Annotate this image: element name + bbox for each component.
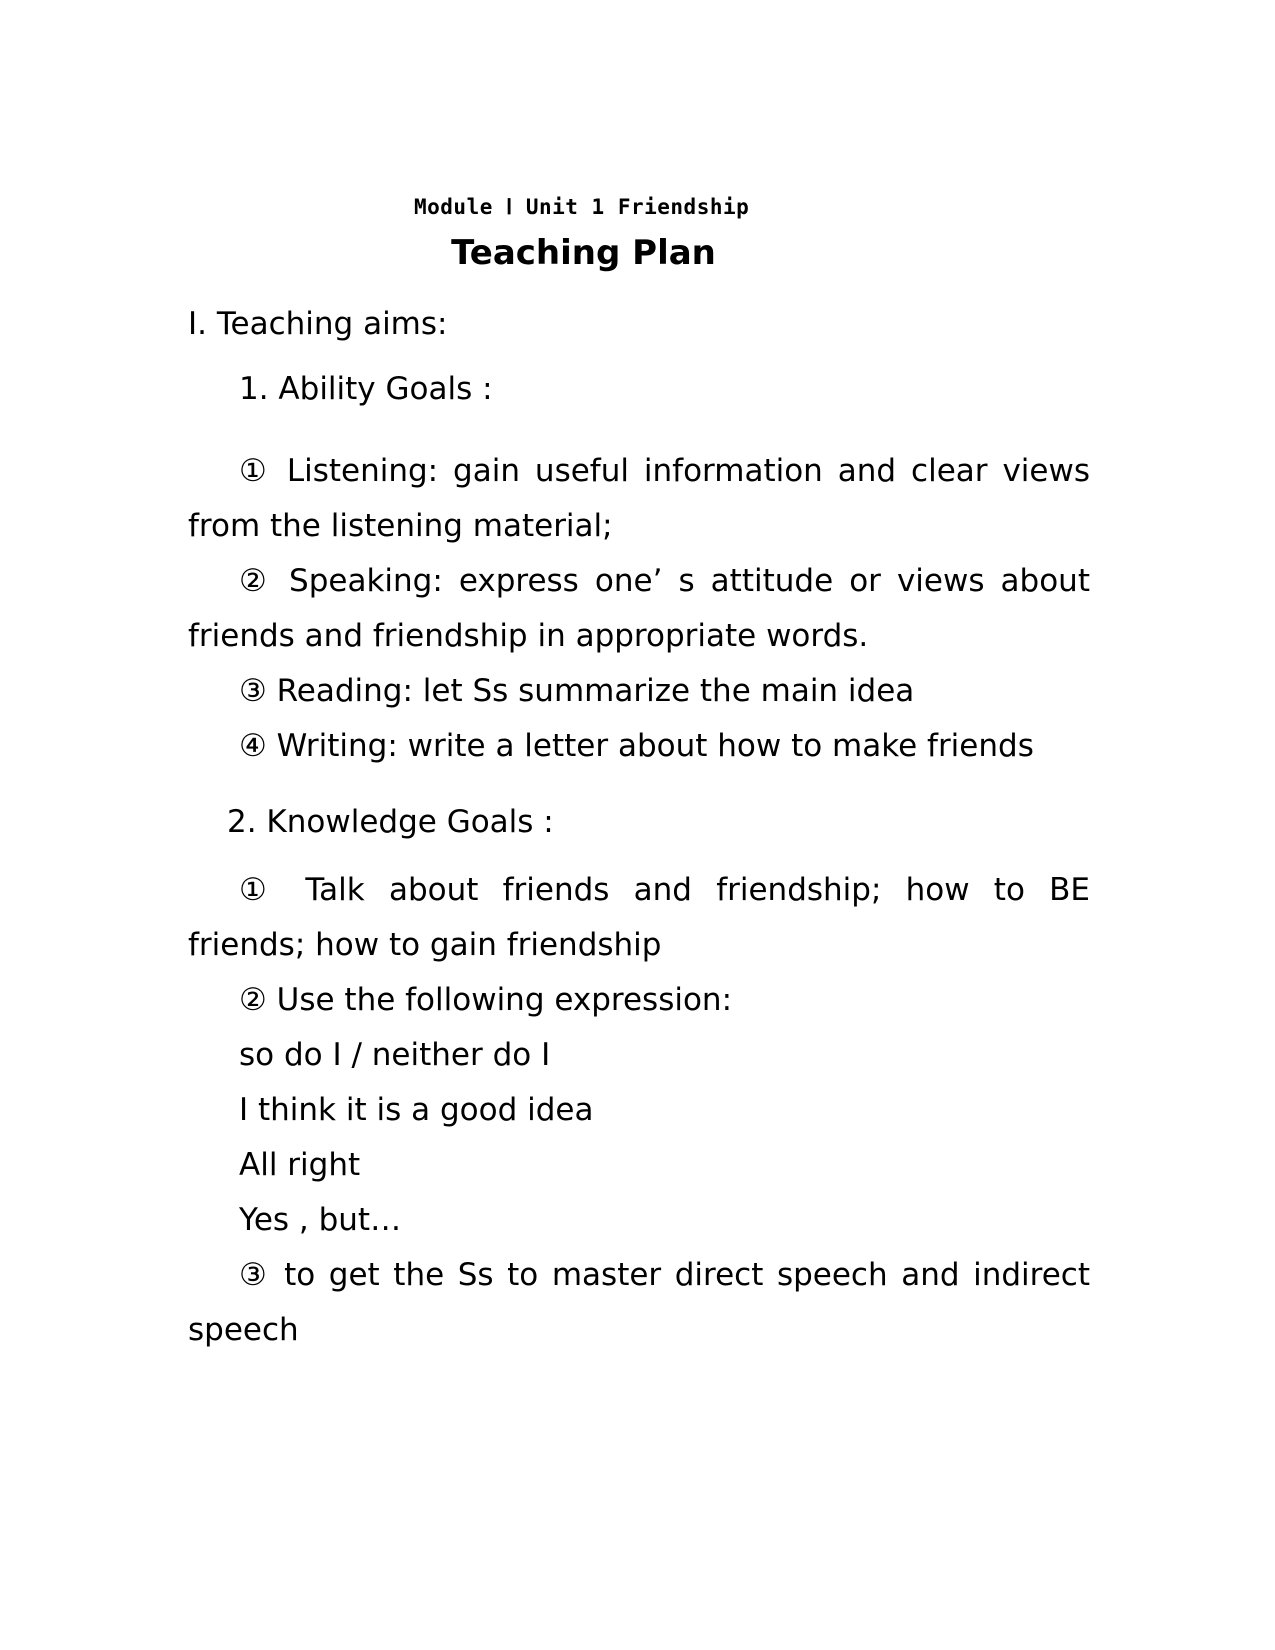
knowledge-speech-line2: speech: [188, 1312, 299, 1348]
knowledge-talk-line1: ① Talk about friends and friendship; how to BE: [239, 872, 1090, 908]
ability-reading: ③ Reading: let Ss summarize the main idea: [239, 673, 915, 709]
section-heading: I. Teaching aims:: [188, 306, 448, 342]
knowledge-goals-heading: 2. Knowledge Goals :: [227, 804, 554, 840]
ability-speaking-line2: friends and friendship in appropriate words.: [188, 618, 869, 654]
ability-listening-line2: from the listening material;: [188, 508, 613, 544]
expression-item: so do I / neither do I: [239, 1037, 551, 1073]
ability-writing: ④ Writing: write a letter about how to make friends: [239, 728, 1034, 764]
knowledge-expression-intro: ② Use the following expression:: [239, 982, 733, 1018]
page-title: Teaching Plan: [451, 233, 716, 273]
knowledge-talk-line2: friends; how to gain friendship: [188, 927, 662, 963]
expression-item: All right: [239, 1147, 361, 1183]
ability-goals-heading: 1. Ability Goals :: [239, 371, 493, 407]
expression-item: Yes , but…: [239, 1202, 402, 1238]
expression-item: I think it is a good idea: [239, 1092, 594, 1128]
ability-listening-line1: ① Listening: gain useful information and clear views: [239, 453, 1090, 489]
module-line: Module Ⅰ Unit 1 Friendship: [414, 195, 750, 219]
ability-speaking-line1: ② Speaking: express one’ s attitude or views about: [239, 563, 1090, 599]
knowledge-speech-line1: ③ to get the Ss to master direct speech and indirect: [239, 1257, 1090, 1293]
